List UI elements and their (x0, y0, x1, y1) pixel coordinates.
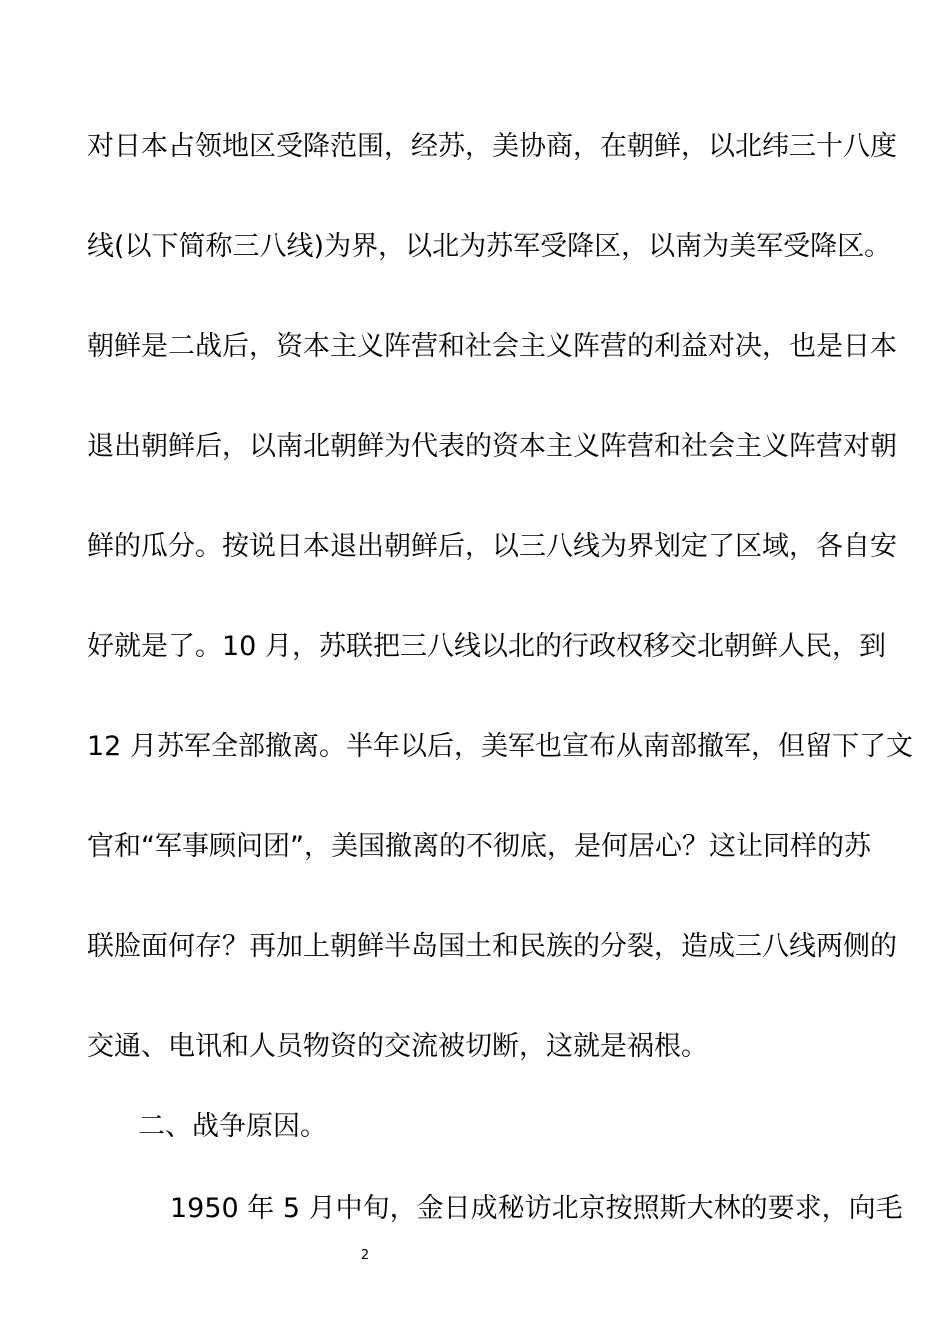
body-text-line: 对日本占领地区受降范围，经苏，美协商，在朝鲜，以北纬三十八度 (87, 131, 897, 162)
body-text-line: 好就是了。10 月，苏联把三八线以北的行政权移交北朝鲜人民，到 (87, 631, 886, 662)
body-text-line: 联脸面何存？再加上朝鲜半岛国土和民族的分裂，造成三八线两侧的 (87, 931, 897, 962)
body-text-line: 12 月苏军全部撤离。半年以后，美军也宣布从南部撤军，但留下了文 (87, 731, 913, 762)
body-text-line: 朝鲜是二战后，资本主义阵营和社会主义阵营的利益对决，也是日本 (87, 331, 897, 362)
body-text-line: 鲜的瓜分。按说日本退出朝鲜后，以三八线为界划定了区域，各自安 (87, 531, 897, 562)
paragraph-first-line: 1950 年 5 月中旬，金日成秘访北京按照斯大林的要求，向毛 (170, 1193, 903, 1224)
body-text-line: 线(以下简称三八线)为界，以北为苏军受降区，以南为美军受降区。 (87, 231, 892, 262)
body-text-line: 官和“军事顾问团”，美国撤离的不彻底，是何居心？这让同样的苏 (87, 831, 871, 862)
section-heading: 二、战争原因。 (138, 1111, 327, 1142)
body-text-line: 退出朝鲜后，以南北朝鲜为代表的资本主义阵营和社会主义阵营对朝 (87, 431, 897, 462)
page-number: 2 (360, 1248, 370, 1263)
body-text-line: 交通、电讯和人员物资的交流被切断，这就是祸根。 (87, 1031, 708, 1062)
